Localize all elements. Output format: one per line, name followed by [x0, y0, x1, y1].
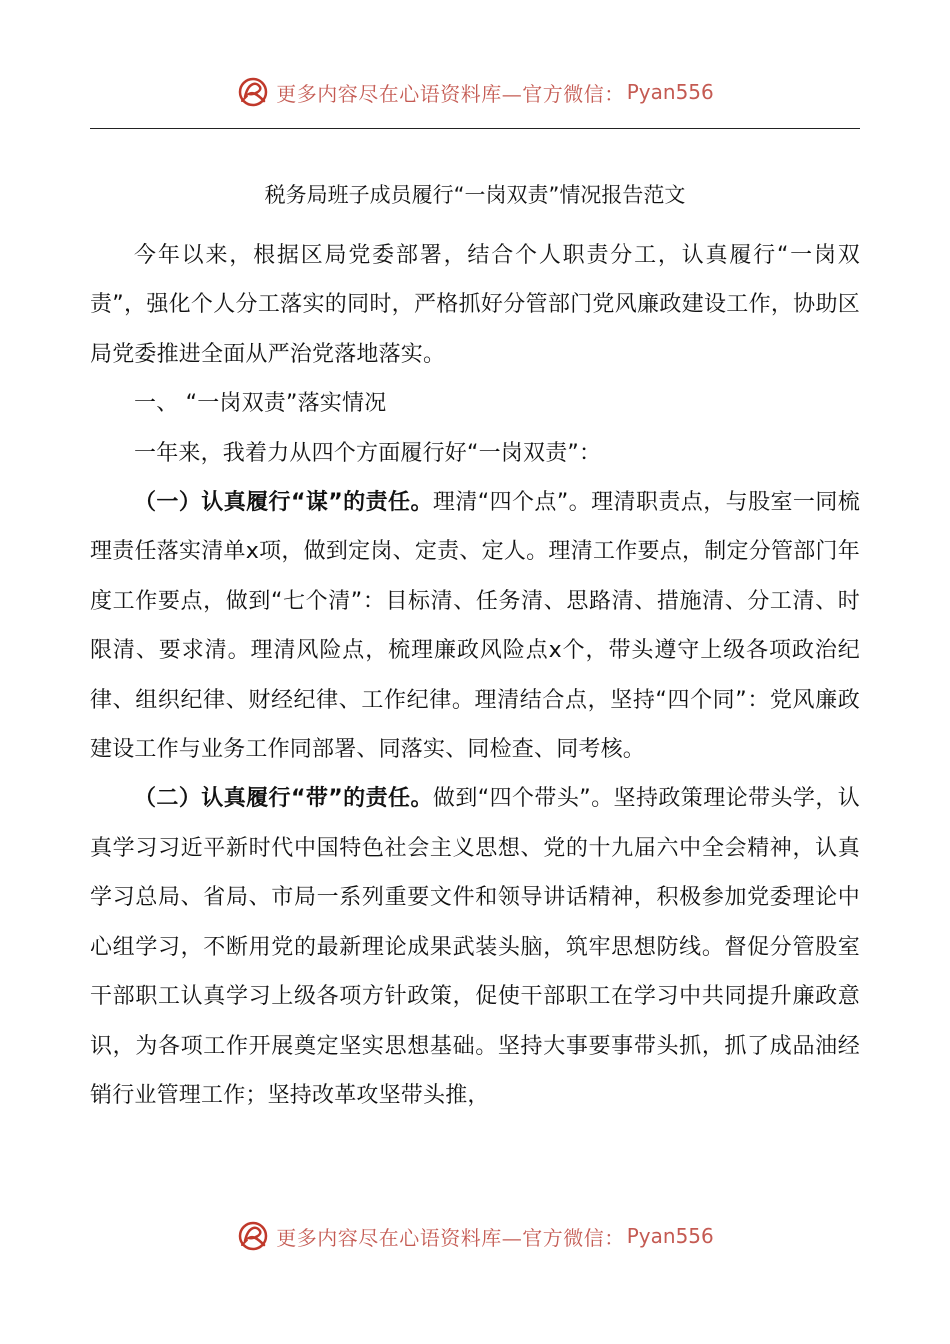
item-paragraph-2 [90, 774, 860, 1120]
item-body-2: 做到“四个带头”。坚持政策理论带头学，认真学习习近平新时代中国特色社会主义思想、党的十九届六中全会精神，认真学习总局、省局、市局一系列重要文件和领导讲话精神，积极参加党委理论中心组学习，不断用党的最新理论成果武装头脑，筑牢思想防线。督促分管股室干部职工认真学习上级各项方针政策，促使干部职工在学习中共同提升廉政意识，为各项工作开展奠定坚实思想基础。坚持大事要事带头抓，抓了成品油经销行业管理工作；坚持改革攻坚带头推， [90, 786, 860, 1108]
section-heading: 一、 “一岗双责”落实情况 [134, 391, 387, 417]
header-wechat-id: Pyan556 [626, 80, 714, 104]
signature-logo-icon [236, 75, 270, 109]
header-divider [90, 128, 860, 129]
header-ad-text: 更多内容尽在心语资料库—官方微信： [276, 81, 625, 106]
item-heading-2: （二）认真履行“带”的责任。 [134, 786, 433, 812]
footer-ad-text: 更多内容尽在心语资料库—官方微信： [276, 1225, 625, 1250]
section-lead-paragraph: 一年来，我着力从四个方面履行好“一岗双责”： [134, 440, 602, 466]
footer-wechat-id: Pyan556 [626, 1224, 714, 1248]
item-paragraph-1 [90, 478, 860, 774]
intro-paragraph: 今年以来，根据区局党委部署，结合个人职责分工，认真履行“一岗双责”，强化个人分工落实的同时，严格抓好分管部门党风廉政建设工作，协助区局党委推进全面从严治党落地落实。 [90, 243, 860, 367]
header-banner [0, 72, 950, 112]
document-body [90, 231, 860, 1120]
document-title: 税务局班子成员履行“一岗双责”情况报告范文 [264, 183, 686, 207]
item-heading-1: （一）认真履行“谋”的责任。 [134, 490, 433, 516]
signature-logo-icon [236, 1219, 270, 1253]
item-body-1: 理清“四个点”。理清职责点，与股室一同梳理责任落实清单x项，做到定岗、定责、定人。理清工作要点，制定分管部门年度工作要点，做到“七个清”：目标清、任务清、思路清、措施清、分工清、时限清、要求清。理清风险点，梳理廉政风险点x个，带头遵守上级各项政治纪律、组织纪律、财经纪律、工作纪律。理清结合点，坚持“四个同”：党风廉政建设工作与业务工作同部署、同落实、同检查、同考核。 [90, 490, 860, 763]
footer-banner [0, 1216, 950, 1256]
